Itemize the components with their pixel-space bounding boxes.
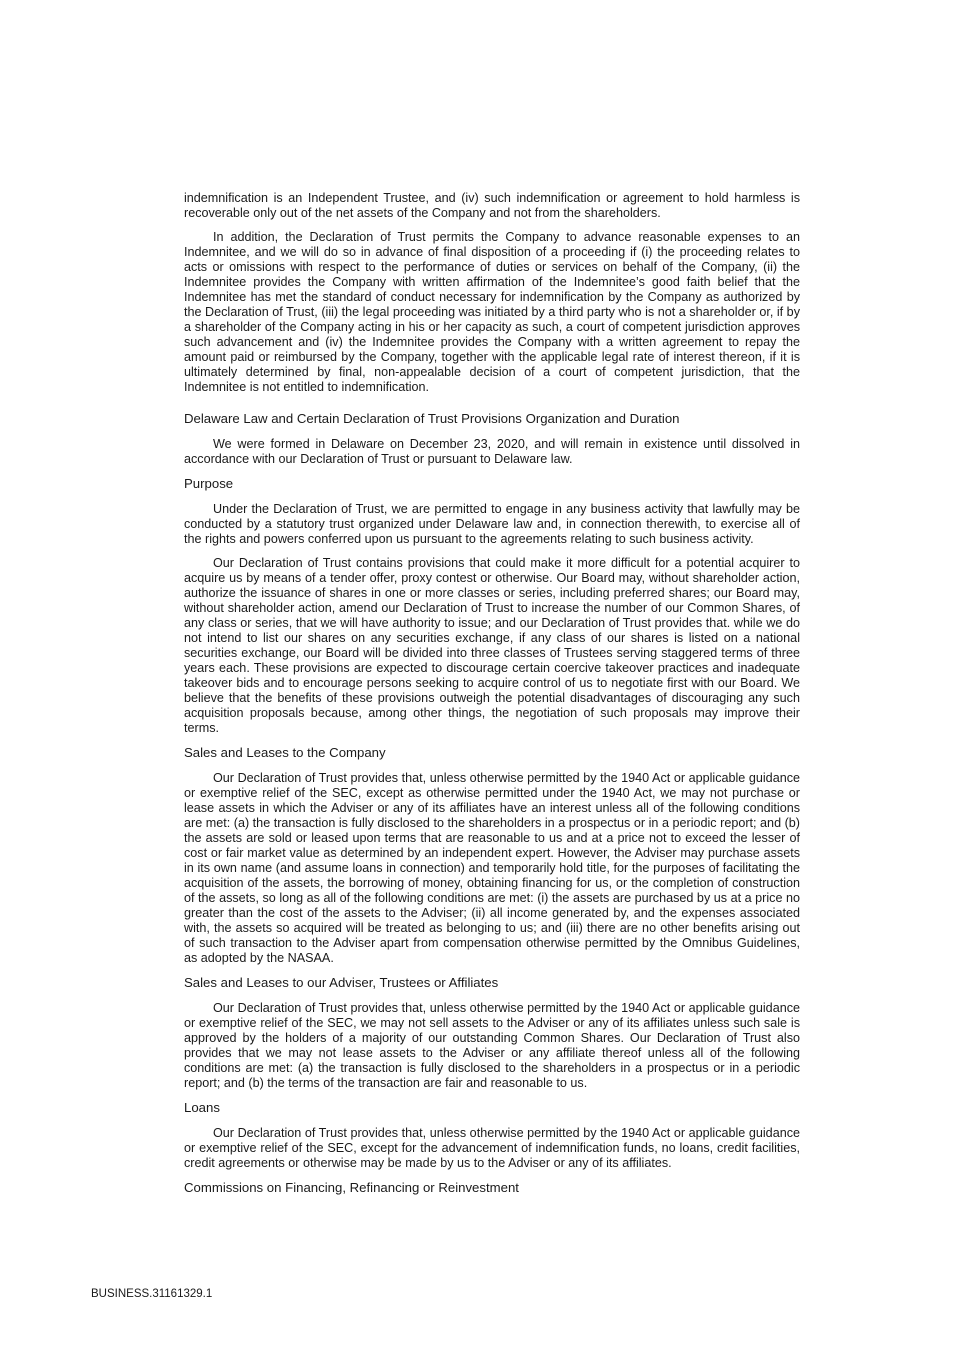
paragraph-sales-leases-company: Our Declaration of Trust provides that, unless otherwise permitted by the 1940 Act or applicable guidance or exemptive relief of the SEC, except as otherwise permitted under the 1940 Act, we may not purchase or lease assets in which the Adviser or any of its affiliates have an interest unless all of the following conditions are met: (a) the transaction is fully disclosed to the shareholders in a prospectus or in a periodic report; and (b) the assets are sold or leased upon terms that are reasonable to us and at a price not to exceed the lesser of cost or fair market value as determined by an independent expert. However, the Adviser may purchase assets in its own name (and assume loans in connection) and temporarily hold title, for the purposes of facilitating the acquisition of the assets, the borrowing of money, obtaining financing for us, or the completion of construction of the assets, so long as all of the following conditions are met: (i) the assets are purchased by us at a price no greater than the cost of the assets to the Adviser; (ii) all income generated by, and the expenses associated with, the assets so acquired will be treated as belonging to us; and (iii) there are no other benefits arising out of such transaction to the Adviser apart from compensation otherwise permitted by the Omnibus Guidelines, as adopted by the NASAA. — [184, 771, 800, 965]
paragraph-takeover-provisions: Our Declaration of Trust contains provisions that could make it more difficult for a potential acquirer to acquire us by means of a tender offer, proxy contest or otherwise. Our Board may, without shareholder action, authorize the issuance of shares in one or more classes or series, including preferred shares; our Board may, without shareholder action, amend our Declaration of Trust to increase the number of our Common Shares, of any class or series, that we will have authority to issue; and our Declaration of Trust provides that. while we do not intend to list our shares on any securities exchange, if any class of our shares is listed on a national securities exchange, our Board will be divided into three classes of Trustees serving staggered terms of three years each. These provisions are expected to discourage certain coercive takeover practices and inadequate takeover bids and to encourage persons seeking to acquire control of us to negotiate first with our Board. We believe that the benefits of these provisions outweigh the potential disadvantages of discouraging any such acquisition proposals because, among other things, the negotiation of such proposals may improve their terms. — [184, 556, 800, 735]
heading-organization-duration: Delaware Law and Certain Declaration of Trust Provisions Organization and Duration — [184, 411, 680, 426]
paragraph-indemnification-continued: indemnification is an Independent Trustee, and (iv) such indemnification or agreement to hold harmless is recoverable only out of the net assets of the Company and not from the shareholders. — [184, 191, 800, 220]
paragraph-loans: Our Declaration of Trust provides that, unless otherwise permitted by the 1940 Act or applicable guidance or exemptive relief of the SEC, except for the advancement of indemnification funds, no loans, credit facilities, credit agreements or otherwise may be made by us to the Adviser or any of its affiliates. — [184, 1126, 800, 1170]
paragraph-purpose: Under the Declaration of Trust, we are permitted to engage in any business activity that lawfully may be conducted by a statutory trust organized under Delaware law and, in connection therewith, to exercise all of the rights and powers conferred upon us pursuant to the agreements relating to such business activity. — [184, 502, 800, 546]
heading-sales-leases-company: Sales and Leases to the Company — [184, 745, 386, 760]
paragraph-formation: We were formed in Delaware on December 23, 2020, and will remain in existence until dissolved in accordance with our Declaration of Trust or pursuant to Delaware law. — [184, 437, 800, 466]
document-footer-id: BUSINESS.31161329.1 — [91, 1288, 213, 1300]
heading-purpose: Purpose — [184, 476, 234, 491]
heading-sales-leases-adviser: Sales and Leases to our Adviser, Trustees or Affiliates — [184, 975, 499, 990]
heading-commissions: Commissions on Financing, Refinancing or Reinvestment — [184, 1180, 519, 1195]
heading-loans: Loans — [184, 1100, 220, 1115]
paragraph-advance-expenses: In addition, the Declaration of Trust permits the Company to advance reasonable expenses to an Indemnitee, and we will do so in advance of final disposition of a proceeding if (i) the proceeding relates to acts or omissions with respect to the performance of duties or services on behalf of the Company, (ii) the Indemnitee provides the Company with written affirmation of the Indemnitee’s good faith belief that the Indemnitee has met the standard of conduct necessary for indemnification by the Company as authorized by the Declaration of Trust, (iii) the legal proceeding was initiated by a third party who is not a shareholder or, if by a shareholder of the Company acting in his or her capacity as such, a court of competent jurisdiction approves such advancement and (iv) the Indemnitee provides the Company with a written agreement to repay the amount paid or reimbursed by the Company, together with the applicable legal rate of interest thereon, if it is ultimately determined by final, non-appealable decision of a court of competent jurisdiction, that the Indemnitee is not entitled to indemnification. — [184, 230, 800, 394]
document-body — [184, 191, 800, 1206]
paragraph-sales-leases-adviser: Our Declaration of Trust provides that, unless otherwise permitted by the 1940 Act or applicable guidance or exemptive relief of the SEC, we may not sell assets to the Adviser or any of its affiliates unless such sale is approved by the holders of a majority of our outstanding Common Shares. Our Declaration of Trust also provides that we may not lease assets to the Adviser or any affiliate thereof unless all of the following conditions are met: (a) the transaction is fully disclosed to the shareholders in a prospectus or in a periodic report; and (b) the terms of the transaction are fair and reasonable to us. — [184, 1001, 800, 1090]
